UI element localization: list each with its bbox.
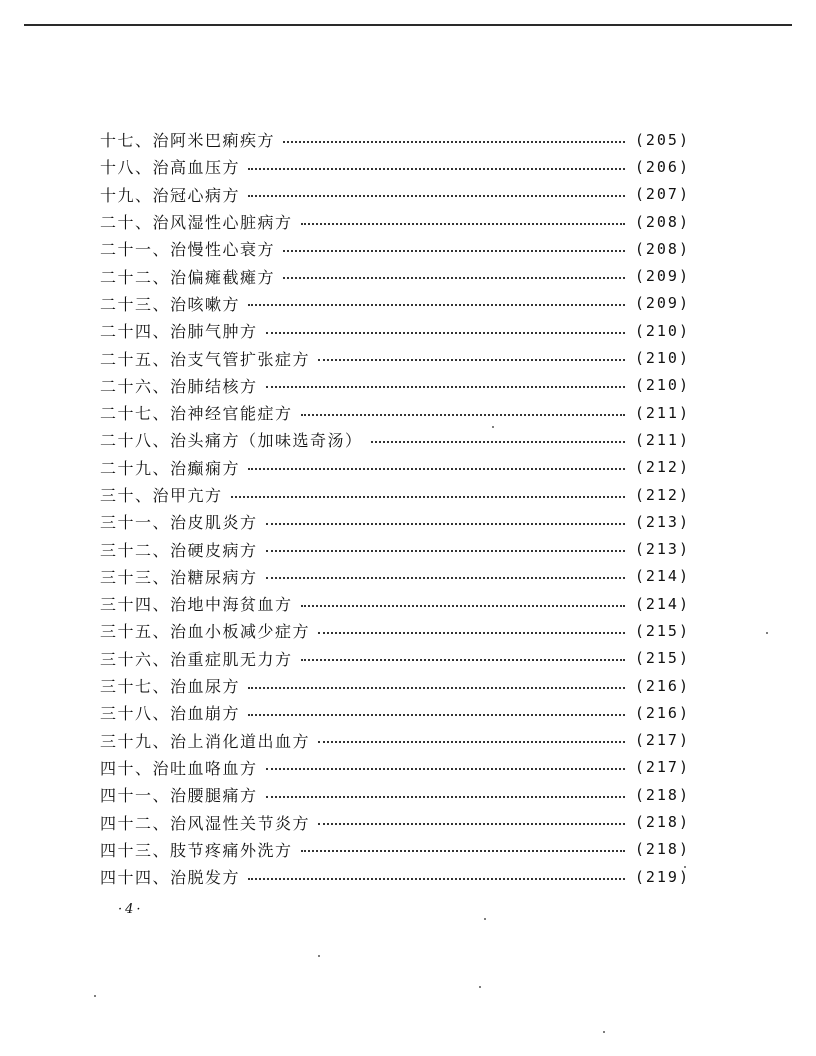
toc-entry <box>100 617 690 644</box>
toc-entry-title: 二十三、治咳嗽方 <box>100 294 241 314</box>
scan-speck <box>603 1031 605 1033</box>
toc-entry-page: (213) <box>634 512 690 531</box>
page-number: ·4· <box>118 902 144 917</box>
dot-leader <box>283 277 625 279</box>
toc-entry-title: 三十七、治血尿方 <box>100 677 241 697</box>
toc-entry <box>100 153 690 180</box>
toc-entry-page: (213) <box>634 540 690 559</box>
dot-leader <box>248 168 625 170</box>
toc-entry-page: (217) <box>634 758 690 777</box>
toc-entry-title: 十七、治阿米巴痢疾方 <box>100 131 276 151</box>
toc-entry <box>100 181 690 208</box>
dot-leader <box>318 359 625 361</box>
toc-entry-page: (217) <box>634 731 690 750</box>
toc-entry-page: (210) <box>634 376 690 395</box>
dot-leader <box>231 496 625 498</box>
dot-leader <box>301 659 625 661</box>
toc-entry <box>100 754 690 781</box>
toc-entry-page: (208) <box>634 239 690 258</box>
toc-entry <box>100 808 690 835</box>
toc-entry-page: (211) <box>634 430 690 449</box>
toc-entry-title: 四十二、治风湿性关节炎方 <box>100 813 311 833</box>
toc-entry-page: (210) <box>634 349 690 368</box>
dot-leader <box>266 332 625 334</box>
toc-entry <box>100 563 690 590</box>
dot-leader <box>301 414 625 416</box>
toc-entry <box>100 781 690 808</box>
toc-entry <box>100 290 690 317</box>
dot-leader <box>248 687 625 689</box>
toc-entry-title: 二十二、治偏瘫截瘫方 <box>100 267 276 287</box>
scan-speck <box>484 918 486 920</box>
toc-entry-title: 十九、治冠心病方 <box>100 185 241 205</box>
toc-entry-title: 二十六、治肺结核方 <box>100 376 258 396</box>
toc-entry-page: (212) <box>634 458 690 477</box>
toc-entry-title: 三十八、治血崩方 <box>100 704 241 724</box>
dot-leader <box>283 141 625 143</box>
toc-entry <box>100 727 690 754</box>
toc-entry <box>100 590 690 617</box>
toc-entry-page: (210) <box>634 321 690 340</box>
dot-leader <box>266 768 625 770</box>
toc-entry <box>100 262 690 289</box>
toc-entry <box>100 126 690 153</box>
dot-leader <box>248 304 625 306</box>
toc-entry <box>100 508 690 535</box>
dot-leader <box>248 468 625 470</box>
dot-leader <box>318 741 625 743</box>
toc-entry <box>100 836 690 863</box>
toc-entry <box>100 208 690 235</box>
toc-entry <box>100 372 690 399</box>
toc-entry-title: 三十、治甲亢方 <box>100 486 223 505</box>
dot-leader <box>266 550 625 552</box>
scan-speck <box>94 995 96 997</box>
toc-entry-title: 三十九、治上消化道出血方 <box>100 731 311 751</box>
toc-entry-page: (216) <box>634 676 690 695</box>
toc-entry <box>100 645 690 672</box>
toc-entry <box>100 426 690 453</box>
dot-leader <box>266 523 625 525</box>
toc-entry-title: 三十二、治硬皮病方 <box>100 540 258 560</box>
toc-entry <box>100 235 690 262</box>
dot-leader <box>301 850 625 852</box>
toc-entry-title: 二十九、治癫痫方 <box>100 458 241 478</box>
dot-leader <box>318 632 625 634</box>
toc-entry-page: (209) <box>634 267 690 286</box>
dot-leader <box>318 823 625 825</box>
toc-entry <box>100 699 690 726</box>
toc-entry-page: (209) <box>634 294 690 313</box>
toc-entry-title: 四十四、治脱发方 <box>100 868 241 888</box>
dot-leader <box>248 195 625 197</box>
toc-entry-title: 二十八、治头痛方（加味选奇汤） <box>100 431 363 451</box>
toc-entry-page: (218) <box>634 813 690 832</box>
toc-entry-page: (205) <box>634 130 690 149</box>
toc-entry-title: 三十四、治地中海贫血方 <box>100 595 293 615</box>
toc-entry-title: 三十五、治血小板减少症方 <box>100 622 311 642</box>
scan-speck <box>684 866 686 868</box>
toc-entry-title: 四十一、治腰腿痛方 <box>100 786 258 806</box>
toc-entry-page: (216) <box>634 703 690 722</box>
toc-entry-page: (218) <box>634 785 690 804</box>
dot-leader <box>266 796 625 798</box>
dot-leader <box>301 223 625 225</box>
dot-leader <box>371 441 625 443</box>
toc-entry-page: (214) <box>634 594 690 613</box>
toc-entry <box>100 454 690 481</box>
toc-entry-title: 二十一、治慢性心衰方 <box>100 240 276 260</box>
scan-speck <box>766 632 768 634</box>
toc-entry <box>100 481 690 508</box>
toc-entry-page: (207) <box>634 185 690 204</box>
toc-entry-page: (211) <box>634 403 690 422</box>
toc-entry-title: 二十、治风湿性心脏病方 <box>100 213 293 233</box>
toc-entry <box>100 672 690 699</box>
toc-entry <box>100 535 690 562</box>
toc-entry-title: 二十五、治支气管扩张症方 <box>100 349 311 369</box>
toc-entry-page: (218) <box>634 840 690 859</box>
scan-speck <box>492 426 494 428</box>
toc-entry <box>100 344 690 371</box>
toc-entry-page: (219) <box>634 867 690 886</box>
toc-entry-page: (206) <box>634 157 690 176</box>
toc-entry <box>100 317 690 344</box>
toc-entry <box>100 863 690 890</box>
dot-leader <box>266 577 625 579</box>
toc-entry-title: 四十三、肢节疼痛外洗方 <box>100 840 293 860</box>
toc-entry-title: 四十、治吐血咯血方 <box>100 758 258 778</box>
toc-entry-page: (215) <box>634 621 690 640</box>
scan-speck <box>479 986 481 988</box>
toc-entry-title: 三十一、治皮肌炎方 <box>100 513 258 533</box>
toc-entry-page: (214) <box>634 567 690 586</box>
dot-leader <box>301 605 625 607</box>
scan-speck <box>318 955 320 957</box>
table-of-contents <box>100 126 690 890</box>
toc-entry-page: (215) <box>634 649 690 668</box>
top-rule <box>24 24 792 26</box>
toc-entry-title: 三十三、治糖尿病方 <box>100 567 258 587</box>
dot-leader <box>248 714 625 716</box>
toc-entry <box>100 399 690 426</box>
toc-entry-title: 三十六、治重症肌无力方 <box>100 649 293 669</box>
toc-entry-title: 二十七、治神经官能症方 <box>100 404 293 424</box>
toc-entry-title: 十八、治高血压方 <box>100 158 241 178</box>
toc-entry-page: (212) <box>634 485 690 504</box>
toc-entry-title: 二十四、治肺气肿方 <box>100 322 258 342</box>
dot-leader <box>248 878 625 880</box>
dot-leader <box>266 386 625 388</box>
toc-entry-page: (208) <box>634 212 690 231</box>
dot-leader <box>283 250 625 252</box>
